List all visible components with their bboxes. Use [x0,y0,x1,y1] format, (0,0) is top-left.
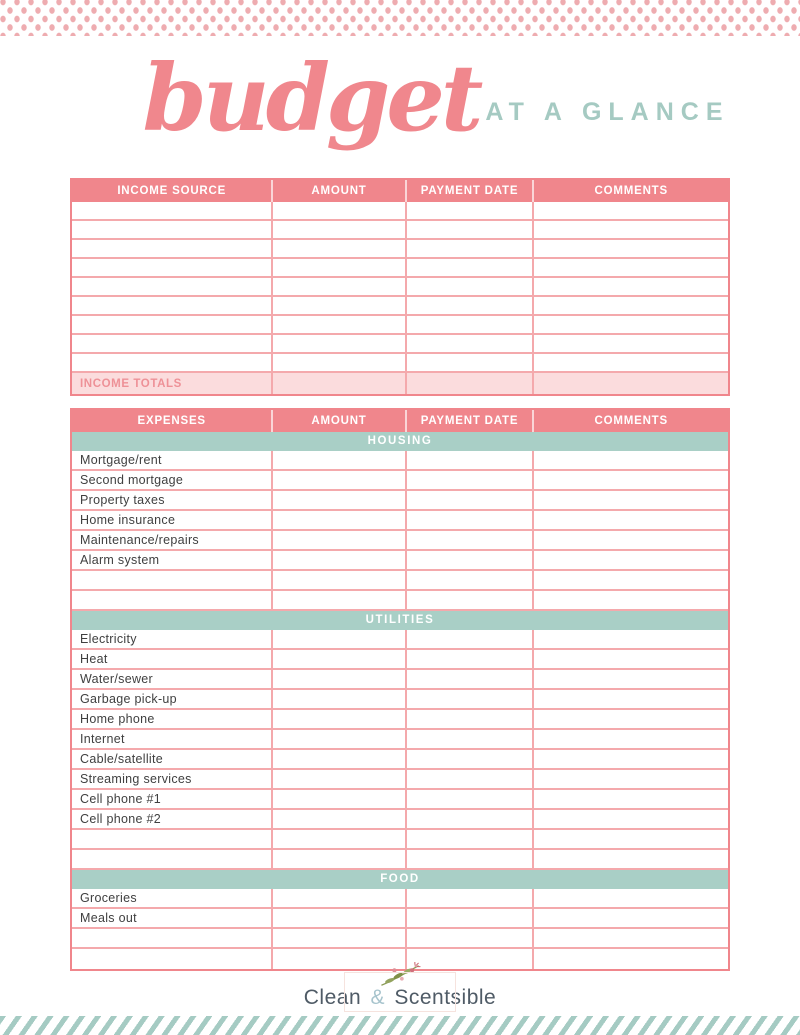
cell-col-amount [271,750,404,768]
header-col-label: INCOME SOURCE [117,185,227,197]
cell-col-label: Meals out [80,911,137,925]
cell-col-comments [532,770,727,788]
cell-col-payment-date [405,810,533,828]
section-banner-utilities: UTILITIES [72,611,728,630]
cell-col-comments [532,830,727,848]
income-empty-row [72,316,728,335]
cell-col-amount [271,790,404,808]
expense-row [72,889,728,909]
cell-col-payment-date [405,710,533,728]
cell-col-amount [271,221,404,238]
expense-row [72,710,728,730]
expense-row [72,491,728,511]
cell-col-comments [532,929,727,947]
section-banner-food: FOOD [72,870,728,889]
expense-empty-row [72,850,728,870]
cell-col-amount [271,850,404,868]
cell-col-amount [271,551,404,569]
cell-col-amount [271,278,404,295]
cell-col-amount [271,650,404,668]
income-empty-row [72,240,728,259]
income-empty-row [72,221,728,240]
expense-row [72,630,728,650]
cell-col-label [72,259,271,276]
expense-row [72,790,728,810]
title-caps-at-a-glance: AT A GLANCE [485,97,730,126]
income-table [70,178,730,396]
cell-col-comments [532,491,727,509]
cell-col-comments [532,571,727,589]
cell-col-amount [271,316,404,333]
cell-col-comments [532,909,727,927]
cell-col-payment-date [405,471,533,489]
table-header-row [72,180,728,202]
cell-col-payment-date [405,670,533,688]
header-col-payment-date: PAYMENT DATE [405,180,533,202]
expense-row [72,909,728,929]
cell-col-amount [271,373,404,394]
cell-col-amount [271,909,404,927]
cell-col-label: Home phone [80,712,155,726]
brand-word-clean: Clean [303,986,362,1009]
logo-frame [344,972,456,1012]
cell-col-label: Cable/satellite [80,752,164,766]
income-empty-row [72,297,728,316]
cell-col-payment-date [405,690,533,708]
cell-col-comments [532,511,727,529]
cell-col-label: Electricity [80,632,137,646]
cell-col-label [72,929,271,947]
cell-col-payment-date [405,790,533,808]
cell-col-payment-date [405,830,533,848]
cell-col-amount [271,259,404,276]
cell-col-comments [532,670,727,688]
page-title [36,34,800,164]
header-col-amount: AMOUNT [271,410,404,432]
cell-col-payment-date [405,221,533,238]
cell-col-amount [271,670,404,688]
cell-col-label: Water/sewer [80,672,153,686]
diagonal-stripe-border [0,1016,800,1035]
cell-col-payment-date [405,316,533,333]
cell-col-payment-date [405,551,533,569]
cell-col-payment-date [405,278,533,295]
cell-col-comments [532,297,727,314]
cell-col-amount [271,202,404,219]
cell-col-comments [532,278,727,295]
cell-col-amount [271,471,404,489]
cell-col-label: Home insurance [80,513,176,527]
title-script-budget: budget [142,44,480,153]
polka-dot-border [0,0,800,36]
cell-col-amount [271,335,404,352]
cell-col-comments [532,221,727,238]
cell-col-payment-date [405,491,533,509]
header-col-amount: AMOUNT [271,180,404,202]
expense-empty-row [72,591,728,611]
cell-col-comments [532,810,727,828]
cell-col-comments [532,690,727,708]
cell-col-amount [271,591,404,609]
expense-row [72,730,728,750]
brand-word-scentsible: Scentsible [394,986,497,1009]
cell-col-payment-date [405,591,533,609]
cell-col-payment-date [405,889,533,907]
cell-col-comments [532,591,727,609]
cell-col-comments [532,750,727,768]
cell-col-label: Cell phone #1 [80,792,162,806]
cell-col-label: Mortgage/rent [80,453,162,467]
cell-col-payment-date [405,297,533,314]
cell-col-payment-date [405,630,533,648]
cell-col-label [72,221,271,238]
cell-col-label [72,571,271,589]
cell-col-comments [532,451,727,469]
cell-col-comments [532,259,727,276]
brand-ampersand: & [370,986,385,1009]
cell-col-payment-date [405,373,533,394]
cell-col-label [72,354,271,371]
section-banner-housing: HOUSING [72,432,728,451]
cell-col-amount [271,730,404,748]
cell-col-label [72,202,271,219]
cell-col-amount [271,710,404,728]
expense-row [72,670,728,690]
cell-col-amount [271,297,404,314]
cell-col-amount [271,770,404,788]
cell-col-comments [532,551,727,569]
cell-col-label [72,240,271,257]
header-col-label: EXPENSES [137,415,206,427]
cell-col-payment-date [405,750,533,768]
cell-col-label [72,830,271,848]
cell-col-payment-date [405,240,533,257]
cell-col-payment-date [405,451,533,469]
cell-col-payment-date [405,354,533,371]
cell-col-payment-date [405,335,533,352]
header-col-payment-date: PAYMENT DATE [405,410,533,432]
income-totals-row [72,373,728,394]
expense-row [72,650,728,670]
expense-row [72,750,728,770]
income-empty-row [72,354,728,373]
cell-col-comments [532,373,727,394]
cell-col-amount [271,451,404,469]
cell-col-amount [271,630,404,648]
cell-col-label [72,278,271,295]
cell-col-comments [532,531,727,549]
cell-col-comments [532,630,727,648]
cell-col-label: Internet [80,732,125,746]
income-empty-row [72,259,728,278]
cell-col-amount [271,240,404,257]
expense-row [72,471,728,491]
cell-col-payment-date [405,730,533,748]
cell-col-comments [532,335,727,352]
expense-row [72,690,728,710]
cell-col-amount [271,531,404,549]
cell-col-comments [532,354,727,371]
cell-col-label [72,335,271,352]
table-header-row [72,410,728,432]
cell-col-comments [532,240,727,257]
cell-col-label: Maintenance/repairs [80,533,199,547]
cell-col-label: Heat [80,652,108,666]
header-col-comments: COMMENTS [532,180,727,202]
cell-col-comments [532,850,727,868]
cell-col-payment-date [405,531,533,549]
cell-col-label: Garbage pick-up [80,692,177,706]
cell-col-payment-date [405,850,533,868]
cell-col-comments [532,710,727,728]
header-col-comments: COMMENTS [532,410,727,432]
cell-col-amount [271,810,404,828]
cell-col-label: Property taxes [80,493,165,507]
cell-col-label: Cell phone #2 [80,812,162,826]
cell-col-comments [532,790,727,808]
expense-empty-row [72,571,728,591]
cell-col-comments [532,730,727,748]
income-empty-row [72,335,728,354]
cell-col-amount [271,929,404,947]
income-totals-label: INCOME TOTALS [80,377,182,390]
expense-row [72,451,728,471]
cell-col-amount [271,354,404,371]
expenses-table [70,408,730,971]
cell-col-label [72,591,271,609]
cell-col-payment-date [405,571,533,589]
cell-col-amount [271,511,404,529]
expense-empty-row [72,929,728,949]
brand-logo [0,960,800,1012]
cell-col-comments [532,316,727,333]
cell-col-payment-date [405,202,533,219]
cell-col-amount [271,690,404,708]
expense-empty-row [72,830,728,850]
cell-col-label: Streaming services [80,772,192,786]
cell-col-label [72,316,271,333]
cell-col-label: Alarm system [80,553,160,567]
cell-col-amount [271,571,404,589]
cell-col-amount [271,830,404,848]
cell-col-payment-date [405,770,533,788]
expense-row [72,810,728,830]
cell-col-payment-date [405,259,533,276]
cell-col-comments [532,889,727,907]
expense-row [72,511,728,531]
cell-col-payment-date [405,929,533,947]
income-empty-row [72,202,728,221]
income-empty-row [72,278,728,297]
cell-col-payment-date [405,650,533,668]
cell-col-comments [532,471,727,489]
cell-col-label [72,850,271,868]
cell-col-amount [271,889,404,907]
cell-col-payment-date [405,909,533,927]
cell-col-label: Groceries [80,891,137,905]
expense-row [72,531,728,551]
cell-col-label [72,297,271,314]
expense-row [72,770,728,790]
cell-col-comments [532,650,727,668]
expense-row [72,551,728,571]
cell-col-payment-date [405,511,533,529]
cell-col-comments [532,202,727,219]
cell-col-amount [271,491,404,509]
cell-col-label: Second mortgage [80,473,184,487]
